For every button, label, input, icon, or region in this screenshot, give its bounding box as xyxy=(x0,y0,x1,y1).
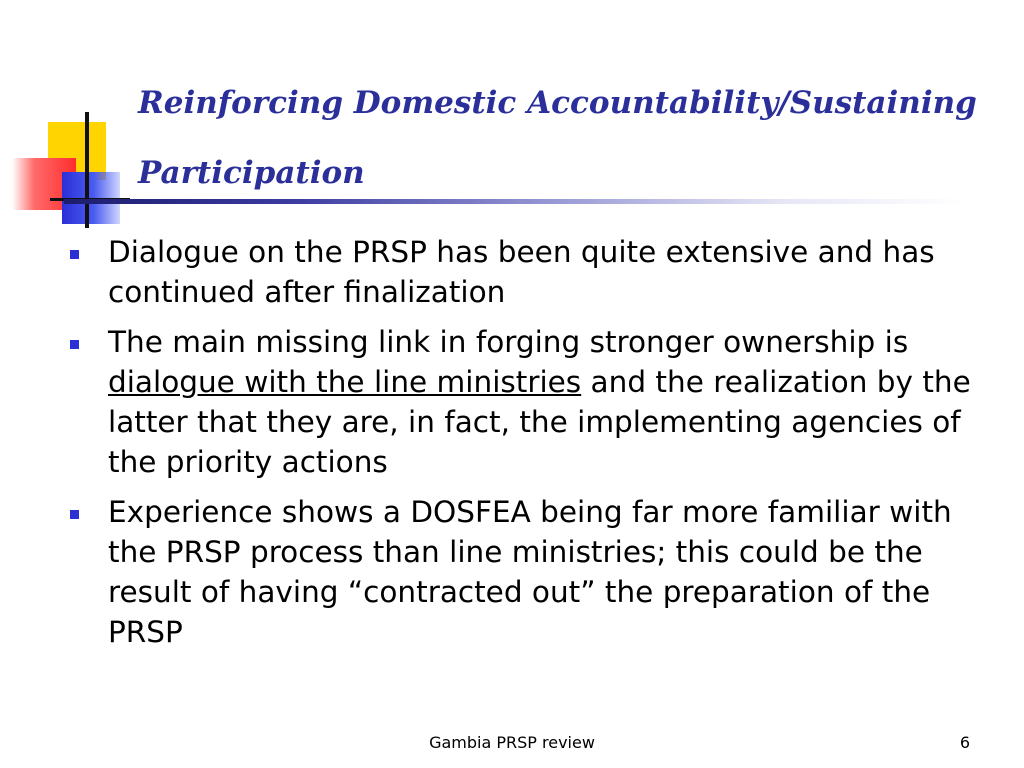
square-bullet-icon xyxy=(70,250,79,259)
square-bullet-icon xyxy=(70,340,79,349)
bullet-list xyxy=(66,232,996,662)
bullet-item-2 xyxy=(66,322,996,482)
square-bullet-icon xyxy=(70,510,79,519)
bullet-text-underlined: dialogue with the line ministries xyxy=(108,365,582,399)
logo-vertical-line xyxy=(85,112,89,228)
bullet-item-3 xyxy=(66,492,996,652)
bullet-text: Experience shows a DOSFEA being far more familiar with the PRSP process than line ministries; this could be the result of having “contracted out” the preparation of the PRSP xyxy=(108,495,952,649)
bullet-text: Dialogue on the PRSP has been quite extensive and has continued after finalization xyxy=(108,235,935,309)
footer-caption: Gambia PRSP review xyxy=(429,733,595,752)
slide-title: Reinforcing Domestic Accountability/Sustaining Participation xyxy=(138,85,977,191)
bullet-text-after: and the realization by the latter that they are, in fact, the implementing agencies of the priority actions xyxy=(108,365,971,479)
bullet-item-1 xyxy=(66,232,996,312)
page-number: 6 xyxy=(959,733,970,752)
bullet-text-before: The main missing link in forging stronger ownership is xyxy=(108,325,909,359)
